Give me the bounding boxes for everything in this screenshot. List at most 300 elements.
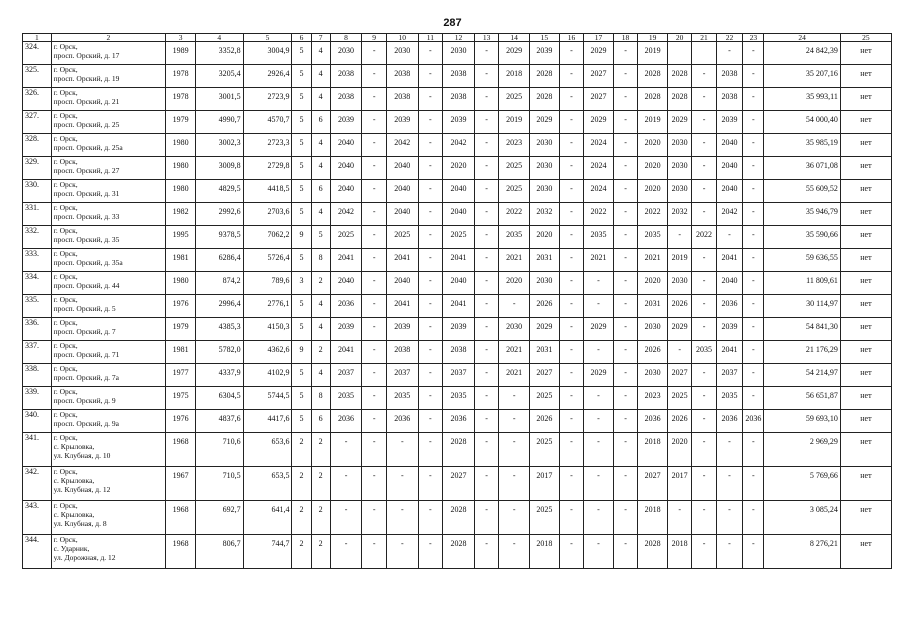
cell-c9: - <box>362 433 386 467</box>
cell-c16: - <box>559 364 583 387</box>
cell-c9: - <box>362 295 386 318</box>
cell-c3: 1975 <box>166 387 196 410</box>
cell-c24: 35 985,19 <box>764 134 840 157</box>
cell-c6: 5 <box>292 387 311 410</box>
cell-c22: 2039 <box>716 318 743 341</box>
cell-c22: 2038 <box>716 88 743 111</box>
cell-c25: нет <box>840 180 891 203</box>
cell-c22: 2042 <box>716 203 743 226</box>
cell-c14: 2025 <box>499 88 530 111</box>
cell-c5: 4102,9 <box>243 364 292 387</box>
table-row <box>23 249 892 272</box>
cell-c6: 5 <box>292 134 311 157</box>
cell-c7: 4 <box>311 88 330 111</box>
cell-c18: - <box>613 501 637 535</box>
cell-c6: 5 <box>292 410 311 433</box>
address-line: с. Крыловка, <box>53 476 95 485</box>
cell-c25: нет <box>840 433 891 467</box>
cell-c7: 4 <box>311 134 330 157</box>
column-header: 8 <box>330 34 362 42</box>
cell-c5: 653,6 <box>243 433 292 467</box>
cell-c3: 1980 <box>166 180 196 203</box>
table-row <box>23 65 892 88</box>
address-line: ул. Клубная, д. 8 <box>53 519 107 528</box>
cell-c3: 1967 <box>166 467 196 501</box>
cell-c15: 2027 <box>530 364 560 387</box>
cell-c13: - <box>474 65 498 88</box>
cell-c24: 56 651,87 <box>764 387 840 410</box>
cell-c6: 5 <box>292 249 311 272</box>
address-line: г. Орск, <box>53 134 78 143</box>
cell-c23: - <box>743 203 764 226</box>
cell-c4: 2996,4 <box>195 295 243 318</box>
cell-c6: 2 <box>292 501 311 535</box>
cell-c12: 2040 <box>443 272 475 295</box>
cell-c20: - <box>667 226 691 249</box>
cell-c7: 2 <box>311 501 330 535</box>
cell-c4: 3009,8 <box>195 157 243 180</box>
cell-c21: - <box>692 410 716 433</box>
cell-c23: - <box>743 535 764 569</box>
cell-c22: 2041 <box>716 249 743 272</box>
cell-c19: 2036 <box>638 410 668 433</box>
cell-c11: - <box>418 295 442 318</box>
column-header: 19 <box>638 34 668 42</box>
column-header: 24 <box>764 34 840 42</box>
address-line: просп. Орский, д. 71 <box>53 350 120 359</box>
table-row <box>23 203 892 226</box>
cell-c12: 2027 <box>443 467 475 501</box>
cell-c12: 2020 <box>443 157 475 180</box>
cell-c14: 2021 <box>499 341 530 364</box>
cell-c13: - <box>474 467 498 501</box>
row-number: 340. <box>23 410 52 433</box>
cell-c8: 2037 <box>330 364 362 387</box>
cell-c19: 2021 <box>638 249 668 272</box>
column-header: 15 <box>530 34 560 42</box>
cell-c17: 2027 <box>584 88 614 111</box>
cell-c10: - <box>386 501 418 535</box>
cell-c20: 2028 <box>667 88 691 111</box>
cell-c17: 2021 <box>584 249 614 272</box>
cell-c8: 2040 <box>330 157 362 180</box>
cell-c18: - <box>613 341 637 364</box>
cell-c19: 2019 <box>638 42 668 65</box>
cell-c16: - <box>559 387 583 410</box>
cell-c22: - <box>716 42 743 65</box>
row-number: 326. <box>23 88 52 111</box>
cell-c4: 692,7 <box>195 501 243 535</box>
address-line: ул. Дорожная, д. 12 <box>53 553 116 562</box>
column-number-header <box>23 34 892 42</box>
cell-c5: 641,4 <box>243 501 292 535</box>
cell-c7: 4 <box>311 364 330 387</box>
cell-c7: 5 <box>311 226 330 249</box>
cell-c22: 2040 <box>716 134 743 157</box>
cell-c19: 2035 <box>638 226 668 249</box>
cell-c4: 9378,5 <box>195 226 243 249</box>
cell-c19: 2030 <box>638 318 668 341</box>
cell-c12: 2039 <box>443 318 475 341</box>
address-cell <box>51 410 166 433</box>
cell-c20: 2030 <box>667 157 691 180</box>
address-line: г. Орск, <box>53 88 78 97</box>
cell-c3: 1981 <box>166 341 196 364</box>
address-cell <box>51 111 166 134</box>
cell-c19: 2018 <box>638 433 668 467</box>
cell-c8: 2025 <box>330 226 362 249</box>
cell-c17: - <box>584 535 614 569</box>
cell-c4: 806,7 <box>195 535 243 569</box>
cell-c13: - <box>474 42 498 65</box>
cell-c9: - <box>362 226 386 249</box>
cell-c4: 5782,0 <box>195 341 243 364</box>
cell-c19: 2020 <box>638 272 668 295</box>
address-line: ул. Клубная, д. 10 <box>53 451 111 460</box>
table-row <box>23 433 892 467</box>
cell-c18: - <box>613 364 637 387</box>
cell-c20: 2027 <box>667 364 691 387</box>
cell-c13: - <box>474 387 498 410</box>
cell-c18: - <box>613 111 637 134</box>
cell-c25: нет <box>840 157 891 180</box>
cell-c17: - <box>584 410 614 433</box>
row-number: 337. <box>23 341 52 364</box>
cell-c4: 6304,5 <box>195 387 243 410</box>
cell-c10: 2030 <box>386 42 418 65</box>
cell-c11: - <box>418 433 442 467</box>
cell-c21: - <box>692 272 716 295</box>
cell-c9: - <box>362 410 386 433</box>
cell-c3: 1978 <box>166 65 196 88</box>
cell-c16: - <box>559 272 583 295</box>
cell-c15: 2030 <box>530 180 560 203</box>
address-line: г. Орск, <box>53 341 78 350</box>
cell-c12: 2025 <box>443 226 475 249</box>
column-header: 16 <box>559 34 583 42</box>
cell-c17: - <box>584 467 614 501</box>
address-line: с. Крыловка, <box>53 510 95 519</box>
cell-c14: 2023 <box>499 134 530 157</box>
cell-c14: - <box>499 467 530 501</box>
cell-c11: - <box>418 272 442 295</box>
column-header: 10 <box>386 34 418 42</box>
cell-c6: 5 <box>292 157 311 180</box>
cell-c25: нет <box>840 42 891 65</box>
cell-c21: - <box>692 88 716 111</box>
address-cell <box>51 226 166 249</box>
cell-c19: 2028 <box>638 65 668 88</box>
cell-c7: 6 <box>311 111 330 134</box>
cell-c23: - <box>743 157 764 180</box>
table-row <box>23 387 892 410</box>
cell-c16: - <box>559 535 583 569</box>
row-number: 330. <box>23 180 52 203</box>
cell-c11: - <box>418 65 442 88</box>
cell-c18: - <box>613 387 637 410</box>
cell-c9: - <box>362 364 386 387</box>
cell-c16: - <box>559 410 583 433</box>
cell-c4: 4829,5 <box>195 180 243 203</box>
cell-c7: 2 <box>311 341 330 364</box>
cell-c6: 9 <box>292 341 311 364</box>
cell-c5: 2723,9 <box>243 88 292 111</box>
cell-c22: - <box>716 433 743 467</box>
cell-c4: 4385,3 <box>195 318 243 341</box>
cell-c12: 2036 <box>443 410 475 433</box>
cell-c17: 2029 <box>584 111 614 134</box>
cell-c18: - <box>613 65 637 88</box>
cell-c22: 2041 <box>716 341 743 364</box>
cell-c18: - <box>613 410 637 433</box>
cell-c19: 2031 <box>638 295 668 318</box>
cell-c18: - <box>613 295 637 318</box>
address-cell <box>51 65 166 88</box>
cell-c9: - <box>362 42 386 65</box>
address-line: просп. Орский, д. 19 <box>53 74 120 83</box>
cell-c17: 2035 <box>584 226 614 249</box>
cell-c14: - <box>499 433 530 467</box>
table-row <box>23 42 892 65</box>
cell-c15: 2030 <box>530 134 560 157</box>
cell-c23: - <box>743 88 764 111</box>
address-line: просп. Орский, д. 44 <box>53 281 120 290</box>
cell-c10: 2038 <box>386 341 418 364</box>
cell-c21: - <box>692 433 716 467</box>
cell-c14: - <box>499 410 530 433</box>
cell-c15: 2025 <box>530 501 560 535</box>
cell-c8: 2039 <box>330 318 362 341</box>
address-line: просп. Орский, д. 25а <box>53 143 123 152</box>
address-line: г. Орск, <box>53 318 78 327</box>
cell-c11: - <box>418 111 442 134</box>
column-header: 7 <box>311 34 330 42</box>
cell-c17: - <box>584 501 614 535</box>
cell-c14: 2025 <box>499 157 530 180</box>
cell-c10: 2042 <box>386 134 418 157</box>
column-header: 2 <box>51 34 166 42</box>
cell-c10: 2040 <box>386 180 418 203</box>
cell-c23: - <box>743 65 764 88</box>
cell-c6: 5 <box>292 88 311 111</box>
cell-c15: 2029 <box>530 111 560 134</box>
cell-c16: - <box>559 203 583 226</box>
cell-c21: - <box>692 111 716 134</box>
cell-c19: 2018 <box>638 501 668 535</box>
address-cell <box>51 157 166 180</box>
address-line: г. Орск, <box>53 364 78 373</box>
cell-c24: 54 214,97 <box>764 364 840 387</box>
cell-c13: - <box>474 88 498 111</box>
cell-c24: 11 809,61 <box>764 272 840 295</box>
cell-c19: 2030 <box>638 364 668 387</box>
cell-c8: - <box>330 467 362 501</box>
cell-c13: - <box>474 226 498 249</box>
cell-c20: 2030 <box>667 272 691 295</box>
cell-c8: 2035 <box>330 387 362 410</box>
cell-c23: - <box>743 341 764 364</box>
cell-c18: - <box>613 203 637 226</box>
cell-c20: 2032 <box>667 203 691 226</box>
cell-c11: - <box>418 364 442 387</box>
cell-c14: 2021 <box>499 364 530 387</box>
cell-c13: - <box>474 111 498 134</box>
row-number: 339. <box>23 387 52 410</box>
cell-c24: 8 276,21 <box>764 535 840 569</box>
cell-c10: - <box>386 433 418 467</box>
cell-c8: 2039 <box>330 111 362 134</box>
cell-c24: 2 969,29 <box>764 433 840 467</box>
address-cell <box>51 272 166 295</box>
cell-c6: 3 <box>292 272 311 295</box>
cell-c16: - <box>559 433 583 467</box>
table-row <box>23 272 892 295</box>
table-row <box>23 88 892 111</box>
cell-c8: 2036 <box>330 410 362 433</box>
cell-c3: 1977 <box>166 364 196 387</box>
cell-c3: 1981 <box>166 249 196 272</box>
cell-c18: - <box>613 42 637 65</box>
cell-c18: - <box>613 535 637 569</box>
cell-c23: - <box>743 226 764 249</box>
cell-c12: 2041 <box>443 249 475 272</box>
address-cell <box>51 180 166 203</box>
address-line: г. Орск, <box>53 157 78 166</box>
cell-c16: - <box>559 318 583 341</box>
row-number: 329. <box>23 157 52 180</box>
cell-c5: 5744,5 <box>243 387 292 410</box>
cell-c10: 2040 <box>386 157 418 180</box>
cell-c25: нет <box>840 295 891 318</box>
cell-c9: - <box>362 111 386 134</box>
cell-c12: 2035 <box>443 387 475 410</box>
cell-c7: 4 <box>311 42 330 65</box>
cell-c23: - <box>743 318 764 341</box>
cell-c16: - <box>559 226 583 249</box>
cell-c22: 2036 <box>716 295 743 318</box>
address-line: г. Орск, <box>53 272 78 281</box>
cell-c22: 2040 <box>716 272 743 295</box>
cell-c18: - <box>613 272 637 295</box>
cell-c23: - <box>743 111 764 134</box>
cell-c5: 4150,3 <box>243 318 292 341</box>
address-cell <box>51 295 166 318</box>
cell-c9: - <box>362 387 386 410</box>
cell-c20: 2029 <box>667 111 691 134</box>
cell-c21: - <box>692 295 716 318</box>
cell-c11: - <box>418 387 442 410</box>
cell-c13: - <box>474 433 498 467</box>
cell-c14: 2030 <box>499 318 530 341</box>
cell-c20: 2019 <box>667 249 691 272</box>
cell-c24: 59 636,55 <box>764 249 840 272</box>
page-number: 287 <box>443 17 462 29</box>
cell-c3: 1980 <box>166 134 196 157</box>
cell-c24: 35 993,11 <box>764 88 840 111</box>
cell-c6: 5 <box>292 42 311 65</box>
cell-c18: - <box>613 433 637 467</box>
cell-c4: 3002,3 <box>195 134 243 157</box>
cell-c22: - <box>716 226 743 249</box>
address-cell <box>51 501 166 535</box>
row-number: 344. <box>23 535 52 569</box>
cell-c14: 2035 <box>499 226 530 249</box>
cell-c11: - <box>418 535 442 569</box>
cell-c9: - <box>362 501 386 535</box>
cell-c11: - <box>418 180 442 203</box>
cell-c6: 2 <box>292 467 311 501</box>
row-number: 324. <box>23 42 52 65</box>
cell-c9: - <box>362 203 386 226</box>
cell-c13: - <box>474 364 498 387</box>
cell-c8: 2040 <box>330 180 362 203</box>
cell-c21: - <box>692 157 716 180</box>
cell-c17: - <box>584 433 614 467</box>
cell-c11: - <box>418 157 442 180</box>
address-line: просп. Орский, д. 9 <box>53 396 116 405</box>
cell-c22: 2035 <box>716 387 743 410</box>
cell-c12: 2028 <box>443 535 475 569</box>
cell-c25: нет <box>840 249 891 272</box>
cell-c5: 789,6 <box>243 272 292 295</box>
cell-c9: - <box>362 65 386 88</box>
cell-c8: 2041 <box>330 341 362 364</box>
table-row <box>23 501 892 535</box>
cell-c5: 653,5 <box>243 467 292 501</box>
cell-c10: 2041 <box>386 295 418 318</box>
cell-c17: 2024 <box>584 134 614 157</box>
cell-c17: 2029 <box>584 42 614 65</box>
cell-c17: - <box>584 387 614 410</box>
cell-c14: - <box>499 501 530 535</box>
cell-c15: 2018 <box>530 535 560 569</box>
cell-c19: 2026 <box>638 341 668 364</box>
cell-c24: 24 842,39 <box>764 42 840 65</box>
cell-c12: 2037 <box>443 364 475 387</box>
row-number: 325. <box>23 65 52 88</box>
cell-c19: 2028 <box>638 88 668 111</box>
cell-c11: - <box>418 501 442 535</box>
address-line: г. Орск, <box>53 410 78 419</box>
address-cell <box>51 433 166 467</box>
cell-c13: - <box>474 134 498 157</box>
cell-c22: - <box>716 501 743 535</box>
cell-c3: 1980 <box>166 157 196 180</box>
cell-c6: 2 <box>292 433 311 467</box>
cell-c6: 9 <box>292 226 311 249</box>
address-line: просп. Орский, д. 7а <box>53 373 119 382</box>
cell-c12: 2042 <box>443 134 475 157</box>
cell-c11: - <box>418 410 442 433</box>
table-row <box>23 467 892 501</box>
column-header: 18 <box>613 34 637 42</box>
cell-c4: 3001,5 <box>195 88 243 111</box>
cell-c16: - <box>559 111 583 134</box>
cell-c20: 2028 <box>667 65 691 88</box>
cell-c23: - <box>743 180 764 203</box>
cell-c5: 7062,2 <box>243 226 292 249</box>
cell-c16: - <box>559 249 583 272</box>
cell-c3: 1979 <box>166 318 196 341</box>
cell-c10: 2041 <box>386 249 418 272</box>
cell-c13: - <box>474 535 498 569</box>
cell-c18: - <box>613 134 637 157</box>
address-line: г. Орск, <box>53 180 78 189</box>
cell-c11: - <box>418 341 442 364</box>
cell-c14: - <box>499 295 530 318</box>
cell-c12: 2040 <box>443 203 475 226</box>
cell-c8: 2038 <box>330 65 362 88</box>
